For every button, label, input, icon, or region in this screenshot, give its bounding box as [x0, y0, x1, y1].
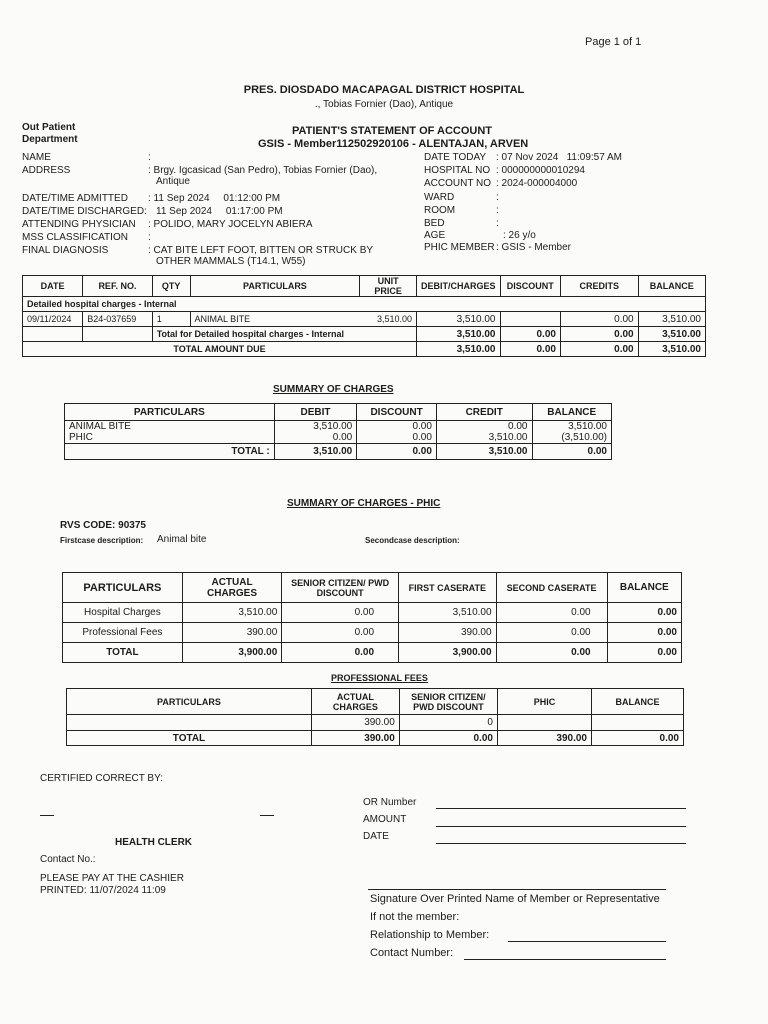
- phic-row2-balance: 0.00: [607, 623, 681, 643]
- pf-col-senior: SENIOR CITIZEN/ PWD DISCOUNT: [399, 689, 497, 715]
- age-label: AGE: [424, 230, 446, 241]
- admitted-value: : 11 Sep 2024 01:12:00 PM: [148, 193, 281, 204]
- ward-label: WARD: [424, 192, 455, 203]
- col-date: DATE: [23, 276, 83, 297]
- subtotal-debit: 3,510.00: [416, 327, 500, 342]
- phic-col-first: FIRST CASERATE: [399, 573, 497, 603]
- room-value: :: [496, 205, 499, 216]
- printed-date: PRINTED: 11/07/2024 11:09: [40, 885, 166, 896]
- or-number-line: [436, 808, 686, 809]
- pf-col-phic: PHIC: [497, 689, 591, 715]
- table-row: [63, 603, 682, 623]
- subtotal-discount: 0.00: [500, 327, 560, 342]
- table-row: [67, 715, 684, 731]
- row-qty: 1: [152, 312, 190, 327]
- phic-total-label: TOTAL: [63, 643, 183, 663]
- phic-total-second: 0.00: [496, 643, 607, 663]
- discharged-label: DATE/TIME DISCHARGED:: [22, 206, 147, 217]
- phic-title: SUMMARY OF CHARGES - PHIC: [287, 498, 441, 509]
- col-unit-price: UNIT PRICE: [360, 276, 417, 297]
- pf-col-particulars: PARTICULARS: [67, 689, 312, 715]
- address-label: ADDRESS: [22, 165, 71, 176]
- col-qty: QTY: [152, 276, 190, 297]
- col-particulars: PARTICULARS: [190, 276, 360, 297]
- date-today-label: DATE TODAY: [424, 152, 487, 163]
- date-line: [436, 843, 686, 844]
- pf-col-balance: BALANCE: [592, 689, 684, 715]
- pay-notice: PLEASE PAY AT THE CASHIER: [40, 873, 184, 884]
- contact-number-label: Contact Number:: [370, 947, 454, 959]
- account-no-label: ACCOUNT NO: [424, 178, 492, 189]
- diagnosis-label: FINAL DIAGNOSIS: [22, 245, 109, 256]
- col-ref: REF. NO.: [83, 276, 152, 297]
- phic-row2-second: 0.00: [496, 623, 607, 643]
- pf-total-balance: 0.00: [592, 731, 684, 746]
- summary-discount-1: 0.00: [412, 421, 432, 432]
- diagnosis-value-2: OTHER MAMMALS (T14.1, W55): [156, 256, 306, 267]
- phic-total-first: 3,900.00: [399, 643, 497, 663]
- row-particulars: ANIMAL BITE: [194, 314, 251, 324]
- row-balance: 3,510.00: [638, 312, 705, 327]
- summary-row-credit: [436, 421, 532, 444]
- row-credits: 0.00: [560, 312, 638, 327]
- phic-col-actual: ACTUAL CHARGES: [182, 573, 282, 603]
- secondcase-label: Secondcase description:: [365, 536, 460, 545]
- row-ref: B24-037659: [83, 312, 152, 327]
- hospital-address: ., Tobias Fornier (Dao), Antique: [314, 99, 454, 110]
- date-label: DATE: [363, 831, 389, 842]
- summary-col-credit: CREDIT: [436, 404, 532, 421]
- hospital-no-label: HOSPITAL NO: [424, 165, 491, 176]
- col-credits: CREDITS: [560, 276, 638, 297]
- summary-total-discount: 0.00: [357, 444, 437, 460]
- phic-row2-actual: 390.00: [182, 623, 282, 643]
- summary-row-discount: [357, 421, 437, 444]
- department-line-1: Out Patient: [22, 122, 76, 133]
- rvs-code: RVS CODE: 90375: [60, 520, 146, 531]
- hospital-no-value: : 000000000010294: [496, 165, 585, 176]
- summary-balance-2: (3,510.00): [561, 432, 607, 443]
- diagnosis-value: : CAT BITE LEFT FOOT, BITTEN OR STRUCK BY: [148, 245, 374, 256]
- summary-total-label: TOTAL :: [65, 444, 275, 460]
- summary-table: [64, 403, 612, 460]
- total-due-debit: 3,510.00: [416, 342, 500, 357]
- phic-total-actual: 3,900.00: [182, 643, 282, 663]
- hospital-name: PRES. DIOSDADO MACAPAGAL DISTRICT HOSPITAL: [243, 84, 525, 96]
- firstcase-label: Firstcase description:: [60, 536, 144, 545]
- pf-row-balance: [592, 715, 684, 731]
- summary-debit-1: 3,510.00: [313, 421, 353, 432]
- room-label: ROOM: [424, 205, 456, 216]
- col-debit: DEBIT/CHARGES: [416, 276, 500, 297]
- mss-label: MSS CLASSIFICATION: [22, 232, 128, 243]
- summary-row-particulars: [65, 421, 275, 444]
- pf-row-senior: 0: [399, 715, 497, 731]
- bed-value: :: [496, 218, 499, 229]
- summary-total-balance: 0.00: [532, 444, 612, 460]
- physician-value: : POLIDO, MARY JOCELYN ABIERA: [148, 219, 313, 230]
- summary-credit-2: 3,510.00: [488, 432, 528, 443]
- signature-line-right: [260, 815, 274, 816]
- summary-col-debit: DEBIT: [274, 404, 357, 421]
- total-due-credits: 0.00: [560, 342, 638, 357]
- pf-row-actual: 390.00: [311, 715, 399, 731]
- contact-number-line: [464, 959, 666, 960]
- department-line-2: Department: [22, 134, 78, 145]
- summary-particulars-1: ANIMAL BITE: [69, 421, 131, 432]
- age-value: : 26 y/o: [503, 230, 536, 241]
- section-label: Detailed hospital charges - Internal: [23, 297, 706, 312]
- summary-debit-2: 0.00: [332, 432, 353, 443]
- summary-title: SUMMARY OF CHARGES: [273, 384, 394, 395]
- summary-col-particulars: PARTICULARS: [65, 404, 275, 421]
- col-balance: BALANCE: [638, 276, 705, 297]
- health-clerk-label: HEALTH CLERK: [115, 837, 193, 848]
- or-number-label: OR Number: [363, 797, 417, 808]
- table-row: [65, 421, 612, 444]
- total-due-label: TOTAL AMOUNT DUE: [23, 342, 417, 357]
- pf-row-phic: [497, 715, 591, 731]
- firstcase-value: Animal bite: [157, 534, 207, 545]
- phic-row1-second: 0.00: [496, 603, 607, 623]
- summary-particulars-2: PHIC: [69, 432, 93, 443]
- phic-member-value: : GSIS - Member: [496, 242, 572, 253]
- phic-row2-senior: 0.00: [282, 623, 399, 643]
- summary-col-balance: BALANCE: [532, 404, 612, 421]
- phic-total-senior: 0.00: [282, 643, 399, 663]
- signature-label: Signature Over Printed Name of Member or Representative: [370, 893, 660, 905]
- certified-label: CERTIFIED CORRECT BY:: [40, 773, 163, 784]
- relationship-label: Relationship to Member:: [370, 929, 490, 941]
- row-debit: 3,510.00: [416, 312, 500, 327]
- date-today-value: : 07 Nov 2024 11:09:57 AM: [496, 152, 623, 163]
- discharged-value: 11 Sep 2024 01:17:00 PM: [156, 206, 283, 217]
- amount-line: [436, 826, 686, 827]
- total-due-balance: 3,510.00: [638, 342, 705, 357]
- row-unit-price: 3,510.00: [376, 314, 412, 324]
- pf-total-label: TOTAL: [67, 731, 312, 746]
- ward-value: :: [496, 192, 499, 203]
- phic-row1-actual: 3,510.00: [182, 603, 282, 623]
- phic-row1-balance: 0.00: [607, 603, 681, 623]
- account-no-value: : 2024-000004000: [496, 178, 578, 189]
- page-number: Page 1 of 1: [585, 36, 642, 48]
- relationship-line: [508, 941, 666, 942]
- pf-total-actual: 390.00: [311, 731, 399, 746]
- summary-row-balance: [532, 421, 612, 444]
- signature-line-left: [40, 815, 54, 816]
- subtotal-credits: 0.00: [560, 327, 638, 342]
- phic-col-senior: SENIOR CITIZEN/ PWD DISCOUNT: [282, 573, 399, 603]
- summary-row-debit: [274, 421, 357, 444]
- prof-fees-title: PROFESSIONAL FEES: [331, 673, 428, 683]
- col-discount: DISCOUNT: [500, 276, 560, 297]
- subtotal-balance: 3,510.00: [638, 327, 705, 342]
- prof-fees-table: [66, 688, 684, 746]
- row-date: 09/11/2024: [23, 312, 83, 327]
- address-value: : Brgy. Igcasicad (San Pedro), Tobias Fornier (Dao),: [148, 165, 378, 176]
- phic-col-second: SECOND CASERATE: [496, 573, 607, 603]
- table-row: [63, 623, 682, 643]
- phic-row2-particulars: Professional Fees: [63, 623, 183, 643]
- phic-row1-first: 3,510.00: [399, 603, 497, 623]
- charges-table: [22, 275, 706, 357]
- row-particulars-cell: [190, 312, 416, 327]
- if-not-member-label: If not the member:: [370, 911, 460, 923]
- table-row: [23, 312, 706, 327]
- phic-row1-particulars: Hospital Charges: [63, 603, 183, 623]
- address-value-2: Antique: [156, 176, 190, 187]
- summary-discount-2: 0.00: [412, 432, 432, 443]
- summary-total-debit: 3,510.00: [274, 444, 357, 460]
- signature-line: [368, 889, 666, 890]
- phic-table: [62, 572, 682, 663]
- amount-label: AMOUNT: [363, 814, 407, 825]
- pf-col-actual: ACTUAL CHARGES: [311, 689, 399, 715]
- pf-total-phic: 390.00: [497, 731, 591, 746]
- admitted-label: DATE/TIME ADMITTED: [22, 193, 128, 204]
- contact-label: Contact No.:: [40, 854, 96, 865]
- row-discount: [500, 312, 560, 327]
- total-due-discount: 0.00: [500, 342, 560, 357]
- member-line: GSIS - Member112502920106 - ALENTAJAN, ARVEN: [258, 138, 529, 150]
- statement-title: PATIENT'S STATEMENT OF ACCOUNT: [292, 125, 492, 137]
- subtotal-label: Total for Detailed hospital charges - Internal: [152, 327, 416, 342]
- pf-row-particulars: [67, 715, 312, 731]
- phic-member-label: PHIC MEMBER: [424, 242, 495, 253]
- bed-label: BED: [424, 218, 445, 229]
- pf-total-senior: 0.00: [399, 731, 497, 746]
- phic-col-balance: BALANCE: [607, 573, 681, 603]
- summary-total-credit: 3,510.00: [436, 444, 532, 460]
- summary-col-discount: DISCOUNT: [357, 404, 437, 421]
- name-value: :: [148, 152, 151, 163]
- summary-balance-1: 3,510.00: [568, 421, 607, 432]
- phic-total-balance: 0.00: [607, 643, 681, 663]
- summary-credit-1: 0.00: [508, 421, 528, 432]
- phic-col-particulars: PARTICULARS: [63, 573, 183, 603]
- name-label: NAME: [22, 152, 51, 163]
- physician-label: ATTENDING PHYSICIAN: [22, 219, 136, 230]
- phic-row2-first: 390.00: [399, 623, 497, 643]
- phic-row1-senior: 0.00: [282, 603, 399, 623]
- mss-value: :: [148, 232, 151, 243]
